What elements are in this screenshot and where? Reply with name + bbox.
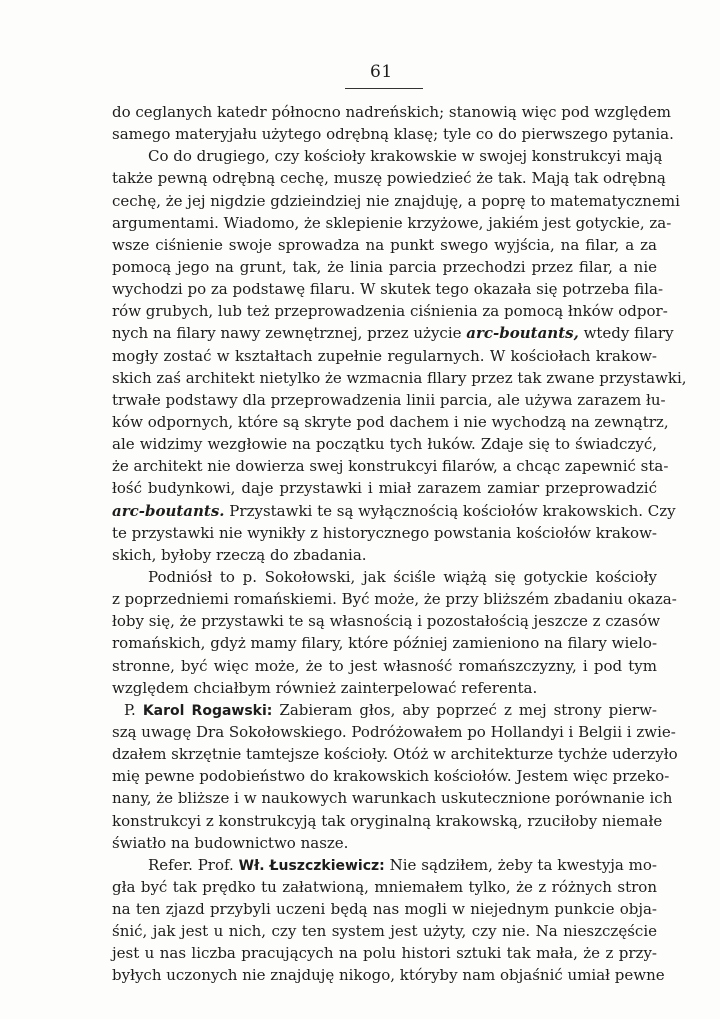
emphasized-term: arc-boutants. [112, 501, 225, 520]
text-fragment: P. [124, 700, 143, 719]
text-fragment: Zabieram głos, aby poprzeć z mej strony pierw- [272, 700, 658, 719]
text-line: samego materyjału użytego odrębną klasę; tyle co do pierwszego pytania. [112, 125, 674, 144]
text-line: wychodzi po za podstawę filaru. W skutek tego okazała się potrzeba fila- [112, 280, 664, 299]
text-line: także pewną odrębną cechę, muszę powiedzieć że tak. Mają tak odrębną [112, 169, 666, 188]
text-line: światło na budownictwo nasze. [112, 833, 349, 852]
text-line: trwałe podstawy dla przeprowadzenia linii parcia, ale używa zarazem łu- [112, 390, 666, 409]
text-line: śnić, jak jest u nich, czy ten system jest użyty, czy nie. Na nieszczęście [112, 922, 657, 941]
text-fragment: nych na filary nawy zewnętrznej, przez użycie [112, 324, 467, 343]
text-line: stronne, być więc może, że to jest własność romańszczyzny, i pod tym [112, 656, 657, 675]
text-line: łość budynkowi, daje przystawki i miał zarazem zamiar przeprowadzić [112, 479, 657, 498]
emphasized-term: arc-boutants, [466, 324, 579, 343]
text-line: Podniósł to p. Sokołowski, jak ściśle wiążą się gotyckie kościoły [148, 567, 657, 586]
text-line: gła być tak prędko tu załatwioną, mniemałem tylko, że z różnych stron [112, 877, 657, 896]
text-line: do ceglanych katedr północno nadreńskich; stanowią więc pod względem [112, 103, 672, 121]
text-line: ale widzimy wezgłowie na początku tych łuków. Zdaje się to świadczyć, [112, 435, 657, 454]
header-rule [345, 88, 423, 89]
text-fragment: Przystawki te są wyłącznością kościołów krakowskich. Czy [224, 501, 676, 520]
text-line: wsze ciśnienie swoje sprowadza na punkt swego wyjścia, na filar, a za [112, 235, 657, 254]
page-number: 61 [370, 62, 393, 82]
text-line: szą uwagę Dra Sokołowskiego. Podróżowałem po Hollandyi i Belgii i zwie- [112, 722, 676, 741]
text-line: pomocą jego na grunt, tak, że linia parcia przechodzi przez filar, a nie [112, 257, 657, 276]
text-line: z poprzedniemi romańskiemi. Być może, że przy bliższém zbadaniu okaza- [112, 590, 677, 609]
text-line: te przystawki nie wynikły z historycznego powstania kościołów krakow- [112, 523, 657, 542]
text-line: łoby się, że przystawki te są własnością i pozostałością jeszcze z czasów [112, 612, 661, 631]
text-line [112, 322, 674, 344]
text-fragment: Refer. Prof. [148, 855, 239, 874]
text-line: na ten zjazd przybyli uczeni będą nas mogli w niejednym punkcie obja- [112, 900, 657, 919]
text-line [112, 854, 657, 876]
text-line: ków odpornych, które są skryte pod dachem i nie wychodzą na zewnątrz, [112, 412, 669, 431]
text-line: romańskich, gdyż mamy filary, które później zamieniono na filary wielo- [112, 634, 658, 653]
body-text [112, 101, 687, 987]
text-fragment: Nie sądziłem, żeby ta kwestyja mo- [384, 855, 657, 874]
text-line: mię pewne podobieństwo do krakowskich kościołów. Jestem więc przeko- [112, 767, 670, 786]
text-line: że architekt nie dowierza swej konstrukcyi filarów, a chcąc zapewnić sta- [112, 457, 669, 476]
text-line [112, 699, 657, 721]
text-line: mogły zostać w kształtach zupełnie regularnych. W kościołach krakow- [112, 346, 657, 365]
text-line [112, 500, 676, 522]
text-line: dzałem skrzętnie tamtejsze kościoły. Otóż w architekturze tychże uderzyło [112, 745, 678, 764]
text-line: argumentami. Wiadomo, że sklepienie krzyżowe, jakiém jest gotyckie, za- [112, 213, 672, 232]
text-line: Co do drugiego, czy kościoły krakowskie w swojej konstrukcyi mają [148, 147, 663, 166]
speaker-name: Wł. Łuszczkiewicz: [238, 857, 385, 874]
text-fragment: wtedy filary [578, 324, 674, 343]
text-line: skich, byłoby rzeczą do zbadania. [112, 545, 367, 564]
text-line: byłych uczonych nie znajduję nikogo, któryby nam objaśnić umiał pewne [112, 966, 665, 985]
speaker-name: Karol Rogawski: [142, 702, 273, 719]
text-line: jest u nas liczba pracujących na polu histori sztuki tak mała, że z przy- [112, 944, 657, 963]
text-line: nany, że bliższe i w naukowych warunkach uskutecznione porównanie ich [112, 789, 673, 808]
text-line: rów grubych, lub też przeprowadzenia ciśnienia za pomocą łnków odpor- [112, 302, 668, 321]
text-line: cechę, że jej nigdzie gdzieindziej nie znajduję, a poprę to matematycznemi [112, 191, 680, 210]
text-line: konstrukcyi z konstrukcyją tak oryginalną krakowską, rzuciłoby niemałe [112, 811, 663, 830]
text-line: względem chciałbym również zainterpelować referenta. [112, 678, 538, 697]
text-line: skich zaś architekt nietylko że wzmacnia fllary przez tak zwane przystawki, [112, 368, 687, 387]
